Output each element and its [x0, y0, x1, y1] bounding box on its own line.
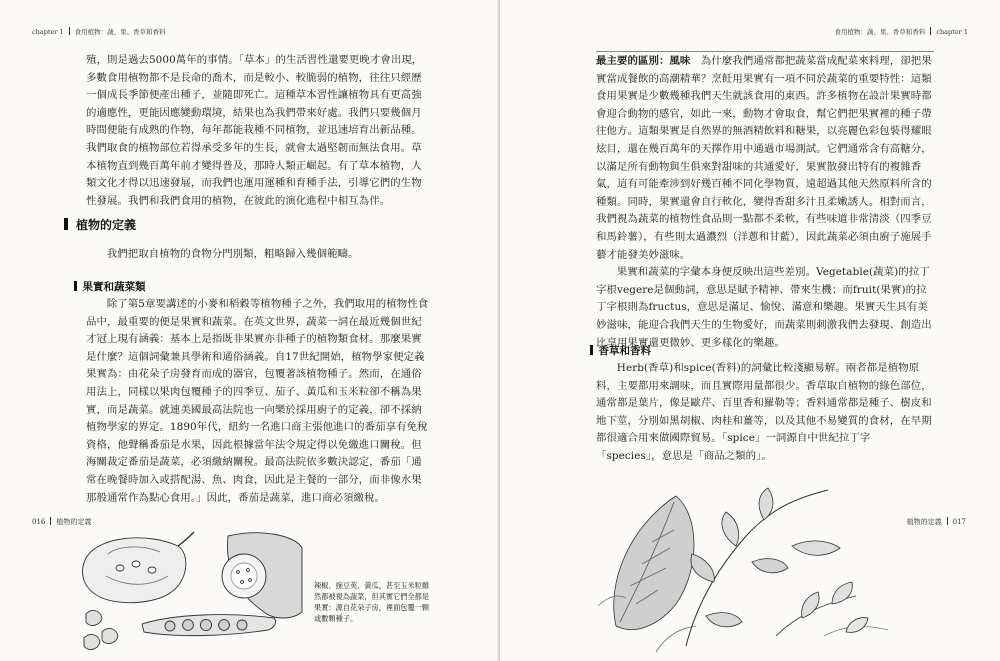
- right-page: [500, 0, 1000, 661]
- right-running-head: [834, 27, 968, 36]
- right-subheading: [590, 343, 651, 358]
- running-head-separator: [930, 27, 931, 35]
- fruit-block: [86, 296, 430, 507]
- left-folio-title: 植物的定義: [56, 518, 92, 526]
- folio-separator: [50, 517, 51, 525]
- flavor-label: 最主要的區別：風味: [596, 55, 691, 67]
- flavor-text: 為什麼我們通常都把蔬菜當成配菜來料理，卻把果實當成餐飲的高潮精華？烹飪用果實有一項不同於蔬菜的重要特性：這類食用果實是少數幾種我們天生就該食用的東西。許多植物在設計果實時都會迎合動物的感官，如此一來，動物才會取食，幫它們把果實裡的種子帶往他方。這類果實是自然界的無酒精飲料和糖果，以亮麗色彩包裝得耀眼炫目，還在幾百萬年的天擇作用中通過市場測試。它們通常含有高糖分，以滿足所有動物與生俱來對甜味的共通愛好，果實散發出特有的複雜香氣，這有可能牽涉到好幾百種不同化學物質，遠超過其他天然原料所含的種類。同時，果實還會自行軟化，變得香甜多汁且柔嫩誘人。相對而言，我們視為蔬菜的植物性食品則一點都不柔軟，有些味道非常清淡（四季豆和馬鈴薯），有些則太過濃烈（洋蔥和甘藍），因此蔬菜必須由廚子施展手藝才能發美妙滋味。: [596, 55, 932, 261]
- left-intro-block: [86, 52, 430, 210]
- left-running-head-title: 食用植物：蔬、果、香草和香料: [74, 28, 166, 36]
- folio-separator: [947, 517, 948, 525]
- right-folio: [907, 517, 966, 527]
- right-folio-number: 017: [952, 518, 966, 526]
- section-intro: 我們把取自植物的食物分門別類，粗略歸入幾個範疇。: [106, 248, 359, 260]
- left-running-head-chapter: chapter 1: [32, 28, 64, 36]
- left-folio: [32, 517, 91, 527]
- section-heading: [64, 216, 136, 233]
- section-intro-block: [86, 246, 430, 264]
- section-heading-bar: [64, 218, 68, 230]
- right-subheading-text: 香草和香料: [598, 345, 651, 357]
- herb-paragraph: Herb(香草)和spice(香料)的詞彙比較淺顯易解。兩者都是植物原料，主要都用來調味，而且實際用量都很少。香草取自植物的綠色部位，通常都是葉片，像是歐芹、百里香和羅勒等；香料通常都是種子、樹皮和地下莖，分別如黑胡椒、肉桂和薑等，以及其他不易變質的食材，在早期都很適合用來做國際貿易。「spice」一詞源自中世紀拉丁字「species」，意思是「商品之類的」。: [596, 362, 932, 462]
- right-running-head-title: 食用植物：蔬、果、香草和香料: [834, 28, 926, 36]
- vegetables-illustration: [78, 528, 304, 658]
- subheading-bar: [590, 345, 593, 355]
- right-running-head-chapter: chapter 1: [936, 28, 968, 36]
- right-folio-title: 植物的定義: [906, 518, 942, 526]
- corn-kernels-illustration: [86, 611, 102, 626]
- flavor-block: [596, 51, 934, 352]
- intro-paragraph: 殖，則是過去5000萬年的事情。「草本」的生活習性還要更晚才會出現，多數食用植物都不是長命的喬木，而是較小、較脆弱的植物，往往只經歷一個成長季節便產出種子，並隨即死亡。這種草本習性讓植物具有更高強的適應性，更能因應變動環境，結果也為我們帶來好處。我們只要幾個月時間便能有成熟的作物，每年都能栽種不同植物，並迅速培育出新品種。我們取食的植物部位若得承受多年的生長，就會太過堅韌而無法食用。草本植物直到幾百萬年前才變得普及，那時人類正崛起。有了草本植物，人類文化才得以迅速發展，而我們也運用運種和育種手法，引導它們的生物性發展。我們和我們食用的植物，在彼此的演化進程中相互為伴。: [86, 54, 423, 207]
- section-heading-text: 植物的定義: [76, 218, 137, 232]
- flavor-paragraph: [596, 53, 934, 264]
- running-head-separator: [69, 27, 70, 35]
- subheading-bar: [74, 281, 77, 291]
- left-subheading-text: 果實和蔬菜類: [82, 281, 146, 293]
- herbs-illustration: [596, 486, 896, 656]
- left-folio-number: 016: [32, 518, 46, 526]
- herb-block: [596, 360, 934, 466]
- latin-paragraph: 果實和蔬菜的字彙本身便反映出這些差別。Vegetable(蔬菜)的拉丁字根vegere是個動詞，意思是賦予精神、帶來生機；而fruit(果實)的拉丁字根則為fructus，意思是滿足、愉悅、滿意和樂趣。果實天生具有美妙滋味，能迎合我們天生的生物愛好，而蔬菜則刺激我們去發現、創造出比享用果實還更微妙、更多樣化的樂趣。: [596, 266, 932, 349]
- pepper-illustration: [83, 538, 186, 603]
- left-running-head: [32, 27, 166, 36]
- fruit-paragraph: 除了第5章要講述的小麥和稻穀等植物種子之外，我們取用的植物性食品中，最重要的便是果實和蔬菜。在英文世界，蔬菜一詞在最近幾個世紀才冠上現有涵義：基本上是指既非果實亦非種子的植物類食材。那麼果實是什麼？這個詞彙兼具學術和通俗涵義。自17世紀開始，植物學家便定義果實為：由花朵子房發育而成的器官，包覆著該植物種子。然而，在通俗用法上，同樣以果肉包覆種子的四季豆、茄子、黃瓜和玉米粒卻不稱為果實，而是蔬菜。就連美國最高法院也一向樂於採用廚子的定義，卻不採納植物學家的界定。1890年代，紐約一名進口商主張他進口的番茄享有免稅資格，他聲稱番茄是水果，因此根據當年法令規定得以免繳進口關稅。但海關裁定番茄是蔬菜，必須繳納關稅。最高法院依多數決認定，番茄「通常在晚餐時加入或搭配湯、魚、肉食，因此是主餐的一部分，而非像水果那般通常作為點心食用。」因此，番茄是蔬菜，進口商必須繳稅。: [86, 298, 429, 504]
- left-subheading: [74, 279, 146, 294]
- illustration-caption: 辣椒、豌豆莢、黃瓜，甚至玉米粒雖然都被視為蔬菜，但其實它們全都是果實：源自花朵子房，裡面包覆一顆或數顆種子。: [314, 581, 430, 623]
